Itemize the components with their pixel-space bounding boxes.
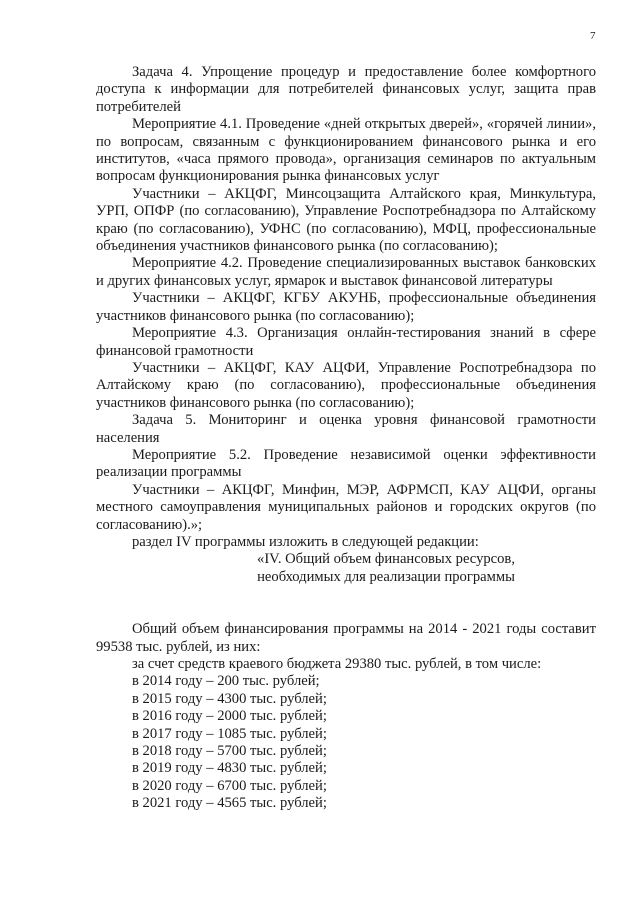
measure-5-2-paragraph: Мероприятие 5.2. Проведение независимой оценки эффективности реализации программы bbox=[96, 446, 596, 481]
list-item: в 2019 году – 4830 тыс. рублей; bbox=[132, 760, 327, 777]
list-item: в 2014 году – 200 тыс. рублей; bbox=[132, 673, 320, 690]
spacer bbox=[96, 586, 596, 621]
measure-4-1-paragraph: Мероприятие 4.1. Проведение «дней открытых дверей», «горячей линии», по вопросам, связанным с функционированием финансового рынка и его институтов, «часа прямого провода», организация семинаров по актуальным вопросам функционирования рынка финансовых услуг bbox=[96, 116, 596, 185]
measure-4-3-paragraph: Мероприятие 4.3. Организация онлайн-тестирования знаний в сфере финансовой грамотности bbox=[96, 325, 596, 359]
section-heading-line-2: необходимых для реализации программы bbox=[257, 568, 515, 585]
list-item: в 2018 году – 5700 тыс. рублей; bbox=[132, 743, 327, 760]
section-iv-intro: раздел IV программы изложить в следующей редакции: bbox=[132, 533, 479, 550]
page-number: 7 bbox=[590, 30, 596, 42]
participants-4-2-paragraph: Участники – АКЦФГ, КГБУ АКУНБ, профессиональные объединения участников финансового рынка (по согласованию); bbox=[96, 290, 596, 324]
list-item: в 2017 году – 1085 тыс. рублей; bbox=[132, 725, 327, 742]
participants-4-3-paragraph: Участники – АКЦФГ, КАУ АЦФИ, Управление Роспотребнадзора по Алтайскому краю (по согласованию), профессиональные объединения участников финансового рынка (по согласованию); bbox=[96, 359, 596, 411]
list-item: в 2020 году – 6700 тыс. рублей; bbox=[132, 777, 327, 794]
task-5-paragraph: Задача 5. Мониторинг и оценка уровня финансовой грамотности населения bbox=[96, 412, 596, 446]
document-body bbox=[96, 64, 596, 813]
regional-budget-intro: за счет средств краевого бюджета 29380 тыс. рублей, в том числе: bbox=[132, 656, 542, 672]
task-4-paragraph: Задача 4. Упрощение процедур и предоставление более комфортного доступа к информации для потребителей финансовых услуг, защита прав потребителей bbox=[96, 64, 596, 115]
section-heading-line-1: «IV. Общий объем финансовых ресурсов, bbox=[257, 551, 515, 568]
list-item: в 2021 году – 4565 тыс. рублей; bbox=[132, 795, 327, 812]
financing-total-paragraph: Общий объем финансирования программы на 2014 - 2021 годы составит 99538 тыс. рублей, из них: bbox=[96, 621, 596, 655]
list-item: в 2015 году – 4300 тыс. рублей; bbox=[132, 690, 327, 707]
list-item: в 2016 году – 2000 тыс. рублей; bbox=[132, 708, 327, 725]
yearly-amounts-list bbox=[96, 673, 596, 812]
measure-4-2-paragraph: Мероприятие 4.2. Проведение специализированных выставок банковских и других финансовых услуг, ярмарок и выставок финансовой литературы bbox=[96, 255, 596, 289]
participants-5-2-paragraph: Участники – АКЦФГ, Минфин, МЭР, АФРМСП, КАУ АЦФИ, органы местного самоуправления муниципальных районов и городских округов (по согласованию).»; bbox=[96, 481, 596, 533]
participants-4-1-paragraph: Участники – АКЦФГ, Минсоцзащита Алтайского края, Минкультура, УРП, ОПФР (по согласованию), Управление Роспотребнадзора по Алтайскому краю (по согласованию), УФНС (по согласованию), МФЦ, профессиональные объединения участников финансового рынка (по согласованию); bbox=[96, 185, 596, 255]
